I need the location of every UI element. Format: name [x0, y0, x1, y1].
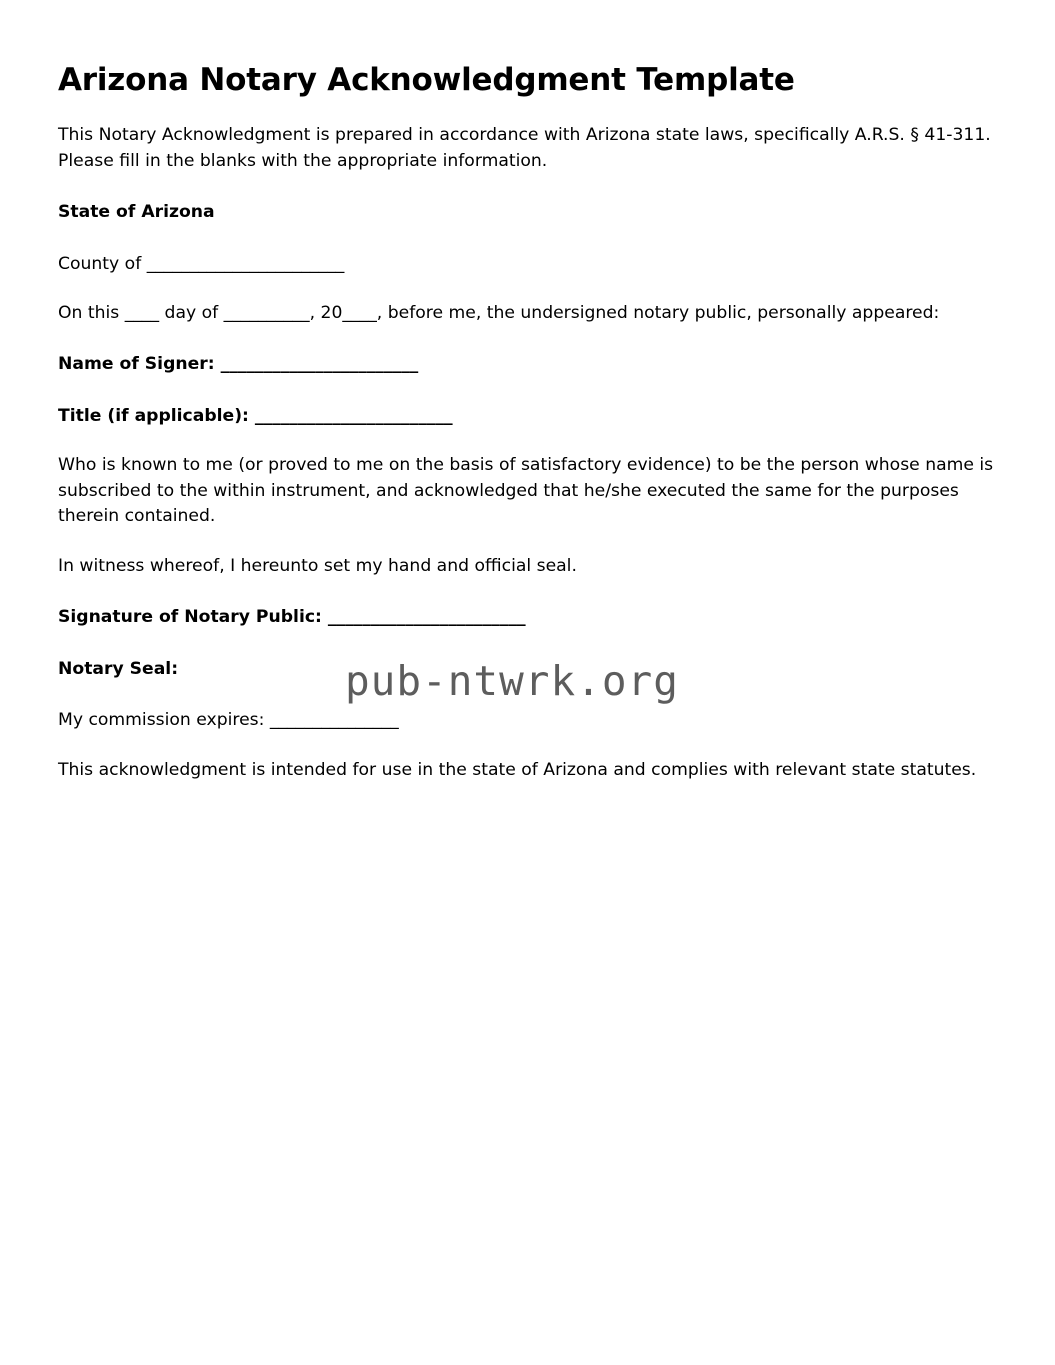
signer-title-label: Title (if applicable):	[58, 405, 255, 426]
notary-signature-line	[58, 579, 998, 630]
appearance-day-blank[interactable]: ____	[124, 303, 160, 323]
signer-title-line	[58, 378, 998, 429]
notary-seal-label: Notary Seal:	[58, 658, 179, 679]
appearance-prefix: On this	[58, 303, 125, 323]
appearance-month-blank[interactable]: __________	[223, 303, 310, 323]
signer-line	[58, 326, 998, 377]
commission-expires-line	[58, 682, 998, 733]
signer-label: Name of Signer:	[58, 354, 221, 375]
page-title: Arizona Notary Acknowledgment Template	[58, 62, 795, 98]
closing-paragraph: This acknowledgment is intended for use in the state of Arizona and complies with relevant state statutes.	[58, 759, 977, 780]
appearance-suffix: , before me, the undersigned notary public, personally appeared:	[376, 303, 940, 323]
appearance-mid-1: day of	[159, 303, 224, 323]
state-heading: State of Arizona	[58, 202, 215, 223]
intro-paragraph: This Notary Acknowledgment is prepared in accordance with Arizona state laws, specifically A.R.S. § 41-311. Please fill in the blanks with the appropriate information.	[58, 125, 991, 171]
commission-expires-blank[interactable]: _______________	[269, 710, 399, 731]
witness-paragraph: In witness whereof, I hereunto set my hand and official seal.	[58, 555, 577, 576]
commission-expires-label: My commission expires:	[58, 710, 270, 731]
notary-signature-label: Signature of Notary Public:	[58, 607, 328, 628]
signer-blank[interactable]: _______________________	[220, 354, 419, 375]
known-paragraph: Who is known to me (or proved to me on the basis of satisfactory evidence) to be the person whose name is subscribed to the within instrument, and acknowledged that he/she executed the same for the purposes therein contained.	[58, 455, 994, 527]
signer-title-blank[interactable]: _______________________	[254, 405, 453, 426]
appearance-line	[58, 277, 998, 326]
appearance-year-blank[interactable]: ____	[342, 303, 377, 323]
county-blank[interactable]: _______________________	[146, 253, 345, 274]
county-label: County of	[58, 253, 147, 274]
document-body	[58, 0, 998, 783]
appearance-mid-2: , 20	[309, 303, 343, 323]
county-line	[58, 226, 998, 277]
notary-signature-blank[interactable]: _______________________	[327, 607, 526, 628]
site-watermark: pub-ntwrk.org	[345, 657, 679, 705]
